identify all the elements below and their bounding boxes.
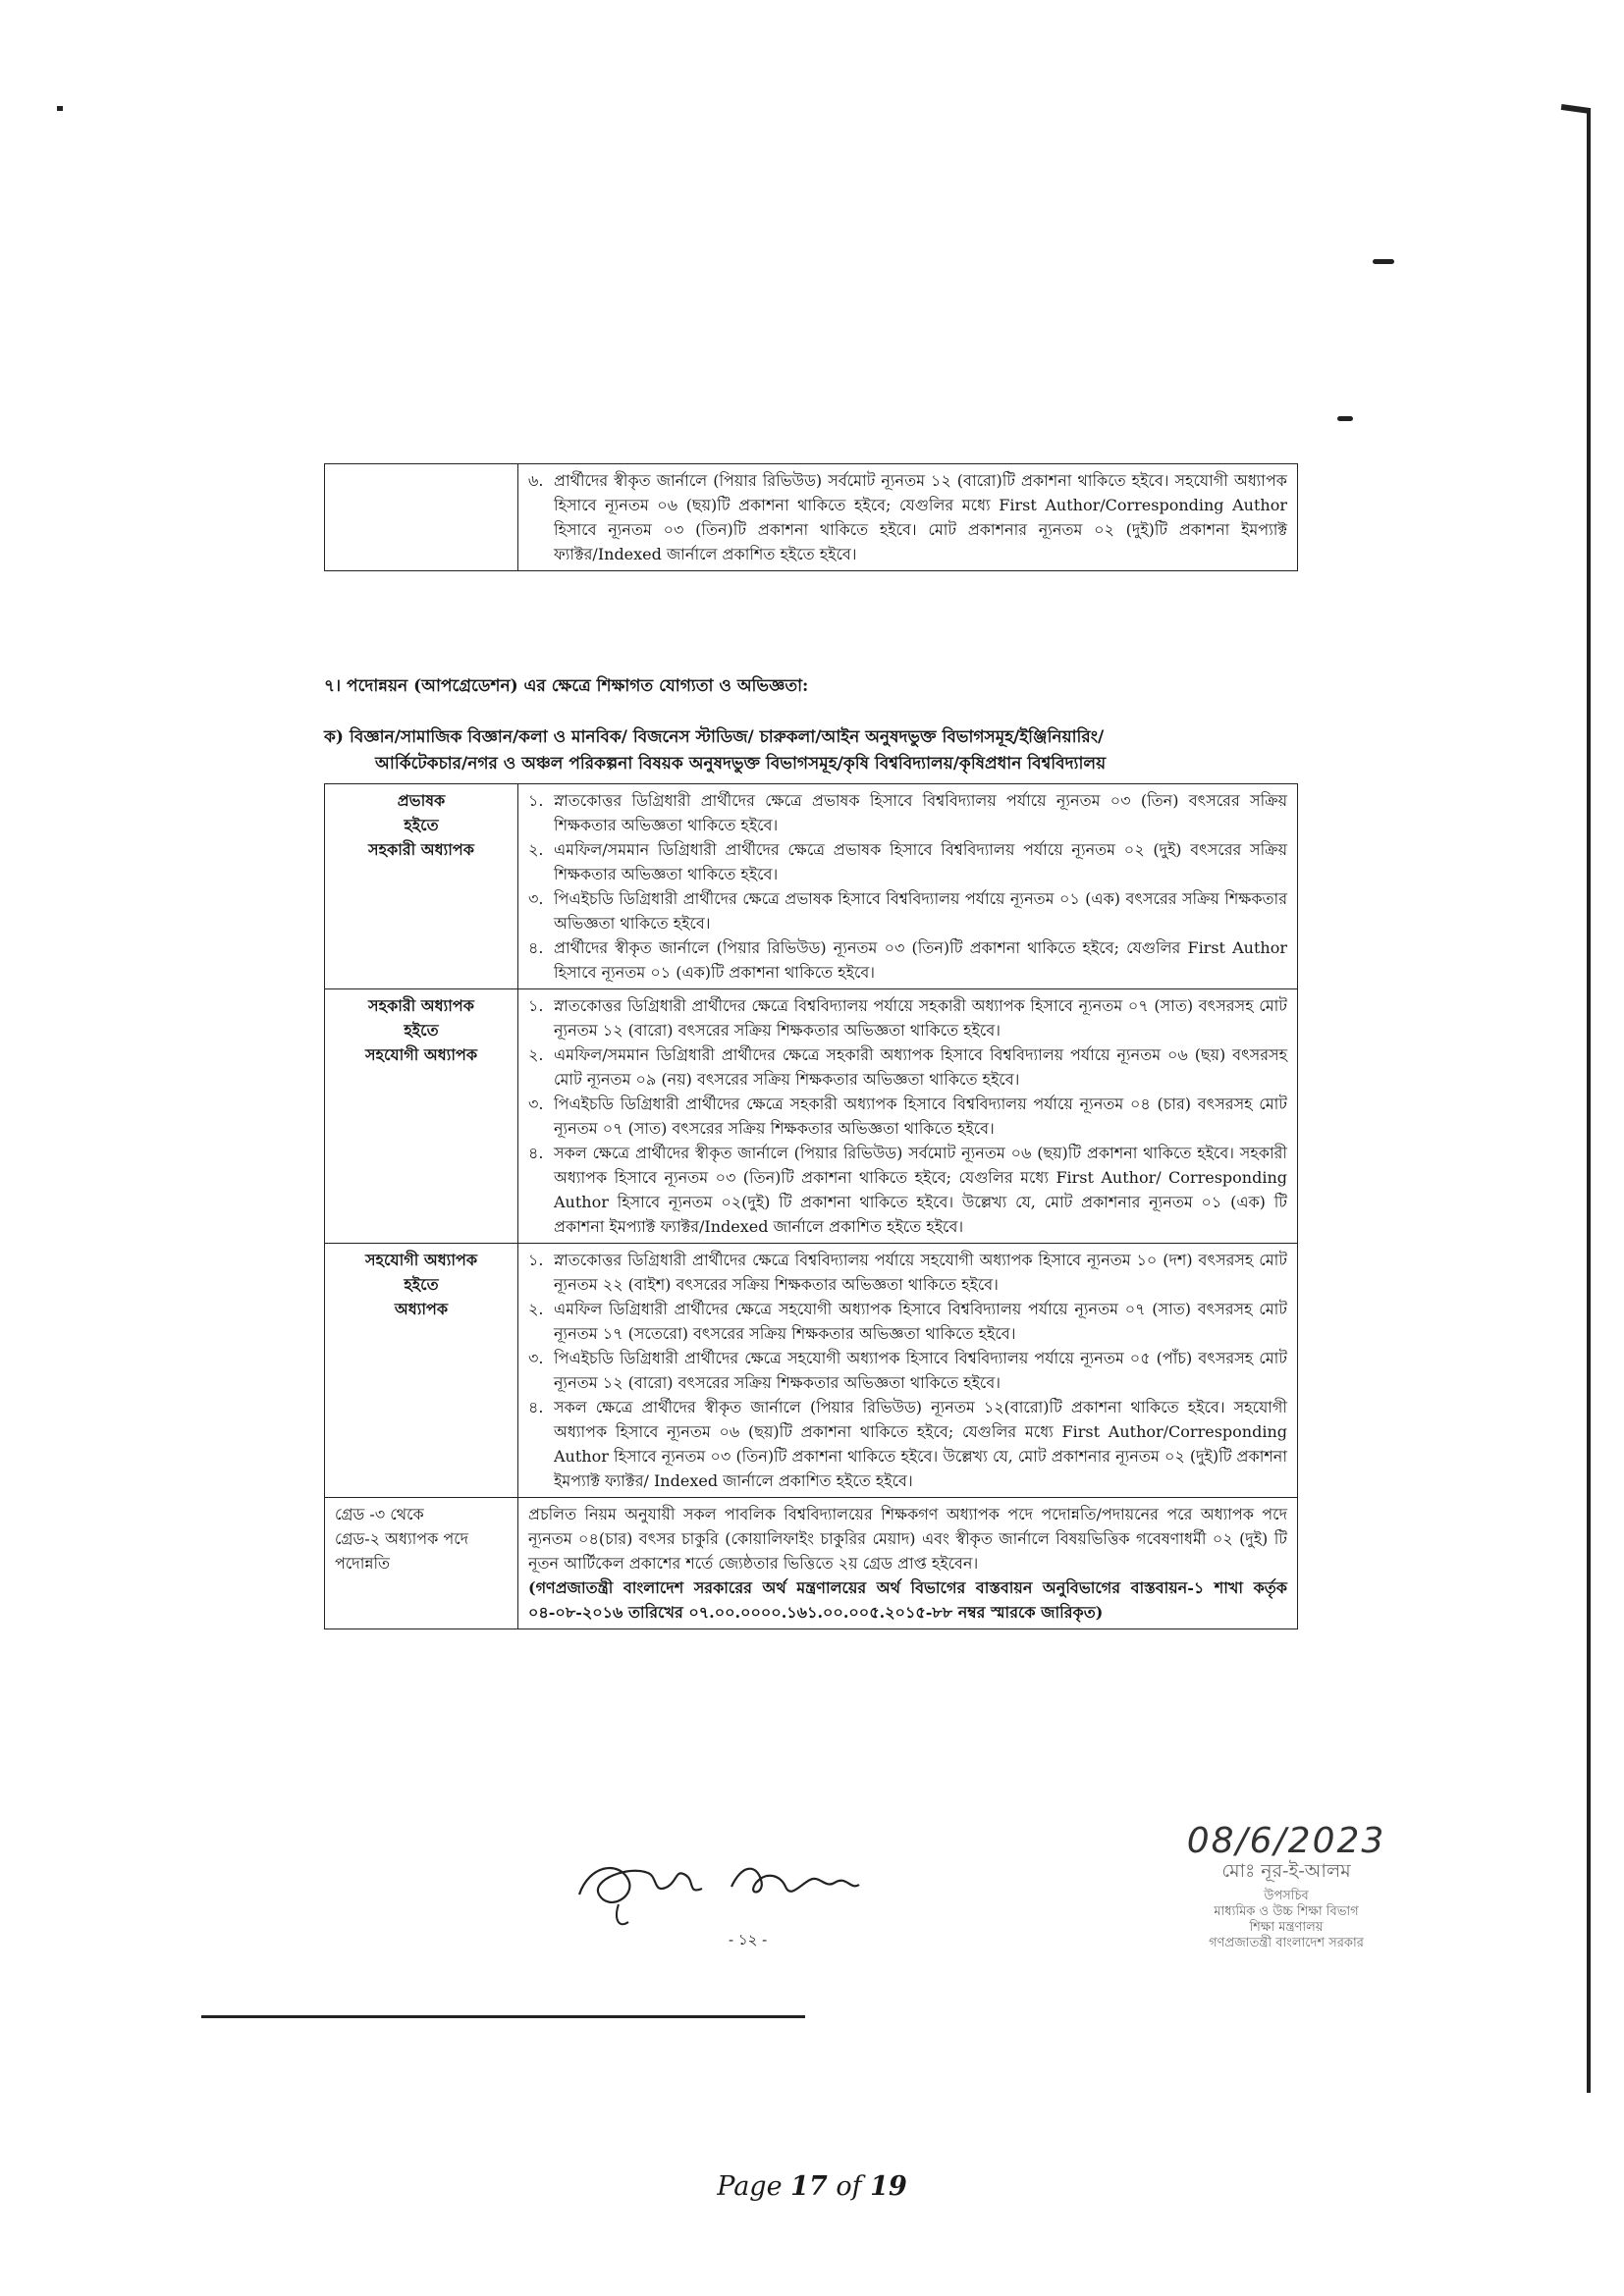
rank-line: হইতে (404, 1275, 439, 1294)
rank-line: গ্রেড-২ অধ্যাপক পদে (335, 1529, 469, 1548)
item-text: সকল ক্ষেত্রে প্রার্থীদের স্বীকৃত জার্নালে (পিয়ার রিভিউড) সর্বমোট ন্যূনতম ০৬ (ছয়)টি প্রকাশনা থাকিতে হইবে। সহকারী অধ্যাপক হিসাবে ন্যূনতম ০৩ (তিন)টি প্রকাশনা থাকিতে হইবে; যেগুলির মধ্যে First Author/ Corresponding Author হিসাবে ন্যূনতম ০২(দুই) টি প্রকাশনা থাকিতে হইবে। উল্লেখ্য যে, মোট প্রকাশনার ন্যূনতম ০১ (এক) টি প্রকাশনা ইমপ্যাক্ট ফ্যাক্টর/Indexed জার্নালে প্রকাশিত হইতে হইবে। (554, 1144, 1287, 1236)
bottom-rule (201, 2015, 805, 2018)
item-text: প্রার্থীদের স্বীকৃত জার্নালে (পিয়ার রিভিউড) ন্যূনতম ০৩ (তিন)টি প্রকাশনা থাকিতে হইবে; যেগুলির First Author হিসাবে ন্যূনতম ০১ (এক)টি প্রকাশনা থাকিতে হইবে। (554, 938, 1287, 982)
item-text: এমফিল/সমমান ডিগ্রিধারী প্রার্থীদের ক্ষেত্রে প্রভাষক হিসাবে বিশ্ববিদ্যালয় পর্যায়ে ন্যূনতম ০২ (দুই) বৎসরের সক্রিয় শিক্ষকতার অভিজ্ঞতা থাকিতে হইবে। (554, 840, 1287, 883)
list-item (528, 788, 1287, 837)
item-number: ১. (528, 1251, 544, 1269)
item-text: পিএইচডি ডিগ্রিধারী প্রার্থীদের ক্ষেত্রে সহকারী অধ্যাপক হিসাবে বিশ্ববিদ্যালয় পর্যায়ে ন্যূনতম ০৪ (চার) বৎসরসহ মোট ন্যূনতম ০৭ (সাত) বৎসরের সক্রিয় শিক্ষকতার অভিজ্ঞতা থাকিতে হইবে। (554, 1095, 1287, 1138)
item-number: ২. (528, 840, 544, 859)
item-number: ২. (528, 1300, 544, 1318)
table-row (325, 784, 1298, 989)
stamp-line: উপসচিব (1264, 1889, 1309, 1903)
scan-speck (57, 106, 63, 111)
scan-border-right (1587, 110, 1591, 2093)
item-text: পিএইচডি ডিগ্রিধারী প্রার্থীদের ক্ষেত্রে প্রভাষক হিসাবে বিশ্ববিদ্যালয় পর্যায়ে ন্যূনতম ০১ (এক) বৎসরের সক্রিয় শিক্ষকতার অভিজ্ঞতা থাকিতে হইবে। (554, 889, 1288, 933)
scan-speck (1337, 416, 1353, 421)
item-number: ১. (528, 791, 544, 810)
stamp-line: মাধ্যমিক ও উচ্চ শিক্ষা বিভাগ (1214, 1904, 1359, 1919)
list-item (528, 993, 1287, 1042)
stamp-name: মোঃ নূর-ই-আলম (1221, 1860, 1351, 1882)
list-item (528, 1346, 1287, 1395)
rank-line: পদোন্নতি (335, 1554, 391, 1573)
table-row (325, 1244, 1298, 1498)
criteria-cell (518, 1498, 1298, 1629)
handwritten-signatures (560, 1826, 972, 1944)
memo-reference: (গণপ্রজাতন্ত্রী বাংলাদেশ সরকারের অর্থ মন্ত্রণালয়ের অর্থ বিভাগের বাস্তবায়ন অনুবিভাগের বাস্তবায়ন-১ শাখা কর্তৃক ০৪-০৮-২০১৬ তারিখের ০৭.০০.০০০০.১৬১.০০.০০৫.২০১৫-৮৮ নম্বর স্মারকে জারিকৃত) (528, 1578, 1287, 1622)
item-text: প্রার্থীদের স্বীকৃত জার্নালে (পিয়ার রিভিউড) সর্বমোট ন্যূনতম ১২ (বারো)টি প্রকাশনা থাকিতে হইবে। সহযোগী অধ্যাপক হিসাবে ন্যূনতম ০৬ (ছয়)টি প্রকাশনা থাকিতে হইবে; যেগুলির মধ্যে First Author/Corresponding Author হিসাবে ন্যূনতম ০৩ (তিন)টি প্রকাশনা থাকিতে হইবে। মোট প্রকাশনার ন্যূনতম ০২ (দুই)টি প্রকাশনা ইমপ্যাক্ট ফ্যাক্টর/Indexed জার্নালে প্রকাশিত হইতে হইবে। (554, 471, 1287, 563)
list-item (528, 1042, 1287, 1092)
footer-text: of (827, 2171, 871, 2202)
rank-cell (325, 1244, 518, 1498)
footer-current-page: 17 (790, 2171, 828, 2202)
handwritten-date: 08/6/2023 (1186, 1821, 1386, 1861)
footer-text: Page (717, 2171, 791, 2202)
sub-heading-line: আর্কিটেকচার/নগর ও অঞ্চল পরিকল্পনা বিষয়ক অনুষদভুক্ত বিভাগসমূহ/কৃষি বিশ্ববিদ্যালয়/কৃষিপ্রধান বিশ্ববিদ্যালয় (375, 754, 1107, 774)
signature-drawing (560, 1826, 972, 1944)
rank-line: হইতে (404, 1021, 439, 1040)
list-item (528, 935, 1287, 985)
section-heading: ৭। পদোন্নয়ন (আপগ্রেডেশন) এর ক্ষেত্রে শিক্ষাগত যোগ্যতা ও অভিজ্ঞতা: (324, 676, 809, 696)
rank-cell (325, 1498, 518, 1629)
item-number: ৪. (528, 1144, 544, 1162)
rank-cell (325, 784, 518, 989)
official-stamp (1110, 1821, 1463, 1951)
list-item (528, 1297, 1287, 1346)
continuation-table (324, 463, 1298, 571)
criteria-cell (518, 784, 1298, 989)
rank-line: অধ্যাপক (394, 1300, 449, 1318)
sub-heading (324, 724, 1237, 777)
item-text: পিএইচডি ডিগ্রিধারী প্রার্থীদের ক্ষেত্রে সহযোগী অধ্যাপক হিসাবে বিশ্ববিদ্যালয় পর্যায়ে ন্যূনতম ০৫ (পাঁচ) বৎসরসহ মোট ন্যূনতম ১২ (বারো) বৎসরের সক্রিয় শিক্ষকতার অভিজ্ঞতা থাকিতে হইবে। (554, 1349, 1287, 1392)
table-row (325, 464, 1298, 571)
criteria-cell (518, 464, 1298, 571)
promotion-criteria-table (324, 783, 1298, 1629)
table-row (325, 989, 1298, 1244)
item-number: ১. (528, 996, 544, 1015)
item-number: ৬. (528, 471, 544, 490)
stamp-line: গণপ্রজাতন্ত্রী বাংলাদেশ সরকার (1209, 1936, 1364, 1950)
rank-line: গ্রেড -৩ থেকে (335, 1505, 424, 1523)
list-item (528, 468, 1287, 566)
rank-cell (325, 989, 518, 1244)
list-item (528, 1141, 1287, 1239)
item-number: ২. (528, 1045, 544, 1064)
rank-line: প্রভাষক (397, 791, 446, 810)
empty-cell (325, 464, 518, 571)
criteria-cell (518, 989, 1298, 1244)
rank-line: সহযোগী অধ্যাপক (364, 1251, 478, 1269)
page-footer (0, 2171, 1624, 2202)
grade-promotion-text: প্রচলিত নিয়ম অনুযায়ী সকল পাবলিক বিশ্ববিদ্যালয়ের শিক্ষকগণ অধ্যাপক পদে পদোন্নতি/পদায়নের পরে অধ্যাপক পদে ন্যূনতম ০৪(চার) বৎসর চাকুরি (কোয়ালিফাইং চাকুরির মেয়াদ) এবং স্বীকৃত জার্নালে বিষয়ভিত্তিক গবেষণাধর্মী ০২ (দুই) টি নূতন আর্টিকেল প্রকাশের শর্তে জ্যেষ্ঠতার ভিত্তিতে ২য় গ্রেড প্রাপ্ত হইবেন। (528, 1505, 1287, 1573)
item-number: ৩. (528, 1095, 544, 1113)
table-row (325, 1498, 1298, 1629)
sub-heading-mark: ক) (324, 727, 344, 747)
rank-line: সহকারী অধ্যাপক (368, 840, 474, 859)
list-item (528, 1248, 1287, 1297)
item-number: ৪. (528, 938, 544, 957)
item-text: এমফিল ডিগ্রিধারী প্রার্থীদের ক্ষেত্রে সহযোগী অধ্যাপক হিসাবে বিশ্ববিদ্যালয় পর্যায়ে ন্যূনতম ০৭ (সাত) বৎসরসহ মোট ন্যূনতম ১৭ (সতেরো) বৎসরের সক্রিয় শিক্ষকতার অভিজ্ঞতা থাকিতে হইবে। (554, 1300, 1287, 1343)
item-text: এমফিল/সমমান ডিগ্রিধারী প্রার্থীদের ক্ষেত্রে সহকারী অধ্যাপক হিসাবে বিশ্ববিদ্যালয় পর্যায়ে ন্যূনতম ০৬ (ছয়) বৎসরসহ মোট ন্যূনতম ০৯ (নয়) বৎসরের সক্রিয় শিক্ষকতার অভিজ্ঞতা থাকিতে হইবে। (554, 1045, 1287, 1089)
criteria-cell (518, 1244, 1298, 1498)
list-item (528, 1092, 1287, 1141)
list-item (528, 1395, 1287, 1493)
page-number: - ১২ - (729, 1931, 768, 1949)
scan-border-corner (1561, 104, 1592, 114)
rank-line: সহকারী অধ্যাপক (368, 996, 474, 1015)
item-text: স্নাতকোত্তর ডিগ্রিধারী প্রার্থীদের ক্ষেত্রে বিশ্ববিদ্যালয় পর্যায়ে সহকারী অধ্যাপক হিসাবে ন্যূনতম ০৭ (সাত) বৎসরসহ মোট ন্যূনতম ১২ (বারো) বৎসরের সক্রিয় শিক্ষকতার অভিজ্ঞতা থাকিতে হইবে। (554, 996, 1287, 1040)
list-item (528, 837, 1287, 886)
scan-speck (1373, 259, 1394, 264)
item-text: স্নাতকোত্তর ডিগ্রিধারী প্রার্থীদের ক্ষেত্রে বিশ্ববিদ্যালয় পর্যায়ে সহযোগী অধ্যাপক হিসাবে ন্যূনতম ১০ (দশ) বৎসরসহ মোট ন্যূনতম ২২ (বাইশ) বৎসরের সক্রিয় শিক্ষকতার অভিজ্ঞতা থাকিতে হইবে। (554, 1251, 1287, 1294)
sub-heading-line: বিজ্ঞান/সামাজিক বিজ্ঞান/কলা ও মানবিক/ বিজনেস স্টাডিজ/ চারুকলা/আইন অনুষদভুক্ত বিভাগসমূহ/ইঞ্জিনিয়ারিং/ (350, 727, 1105, 747)
item-number: ৩. (528, 1349, 544, 1367)
item-number: ৩. (528, 889, 544, 908)
rank-line: সহযোগী অধ্যাপক (364, 1045, 478, 1064)
item-text: সকল ক্ষেত্রে প্রার্থীদের স্বীকৃত জার্নালে (পিয়ার রিভিউড) ন্যূনতম ১২(বারো)টি প্রকাশনা থাকিতে হইবে। সহযোগী অধ্যাপক হিসাবে ন্যূনতম ০৬ (ছয়)টি প্রকাশনা থাকিতে হইবে; যেগুলির মধ্যে First Author/Corresponding Author হিসাবে ন্যূনতম ০৩ (তিন)টি প্রকাশনা থাকিতে হইবে। উল্লেখ্য যে, মোট প্রকাশনার ন্যূনতম ০২ (দুই)টি প্রকাশনা ইমপ্যাক্ট ফ্যাক্টর/ Indexed জার্নালে প্রকাশিত হইতে হইবে। (554, 1398, 1287, 1490)
footer-total-pages: 19 (870, 2171, 907, 2202)
rank-line: হইতে (404, 816, 439, 834)
item-number: ৪. (528, 1398, 544, 1416)
item-text: স্নাতকোত্তর ডিগ্রিধারী প্রার্থীদের ক্ষেত্রে প্রভাষক হিসাবে বিশ্ববিদ্যালয় পর্যায়ে ন্যূনতম ০৩ (তিন) বৎসরের সক্রিয় শিক্ষকতার অভিজ্ঞতা থাকিতে হইবে। (554, 791, 1287, 834)
list-item (528, 886, 1287, 935)
stamp-line: শিক্ষা মন্ত্রণালয় (1249, 1920, 1324, 1935)
